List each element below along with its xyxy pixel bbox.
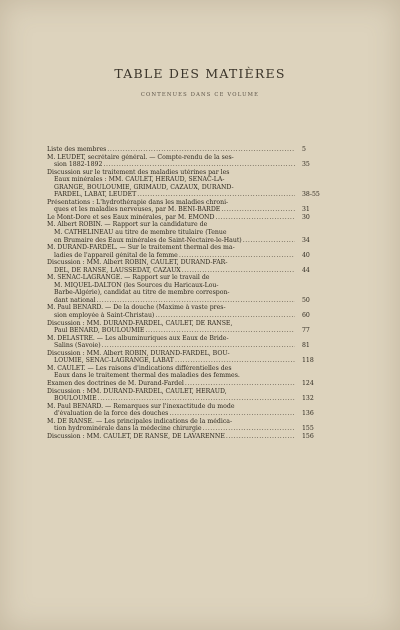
toc-page-number: 136 [302, 410, 314, 418]
toc-page-number: 118 [302, 357, 314, 365]
toc-entry-text: LOUMIÉ, SÉNAC-LAGRANGE, LABAT [54, 357, 174, 365]
toc-page-number: 60 [302, 312, 310, 320]
toc-entry [47, 198, 310, 214]
toc-entry-line [47, 244, 295, 252]
dot-leader [179, 252, 295, 260]
toc-entry-text: DEL, DE RANSE, LAUSSEDAT, CAZAUX [54, 266, 181, 274]
toc-entry-text: Liste des membres [47, 146, 107, 153]
page-subtitle: CONTENUES DANS CE VOLUME [140, 92, 260, 98]
toc-entry-line [47, 229, 295, 237]
toc-entry-text: Barbe-Algérie), candidat au titre de membre correspon- [54, 289, 230, 297]
toc-entry-line [47, 252, 295, 260]
toc-entry [47, 334, 310, 350]
dot-leader [145, 327, 295, 335]
toc-entry-line [47, 380, 295, 388]
toc-entry-line [47, 161, 295, 169]
toc-page-number: 132 [302, 395, 314, 403]
toc-page-number: 44 [302, 266, 310, 274]
toc-entry-text: M. Paul BÉNARD. — Remarques sur l'inexactitude du mode [47, 402, 235, 410]
toc-entry-line [47, 418, 295, 426]
toc-entry-line [47, 365, 295, 373]
toc-entry-line [47, 342, 295, 350]
toc-entry-text: M. SÉNAC-LAGRANGE. — Rapport sur le travail de [47, 274, 210, 282]
toc-entry-line [47, 357, 295, 365]
toc-entry-text: M. DELASTRE. — Les albuminuriques aux Eaux de Bride- [47, 334, 229, 342]
dot-leader [107, 146, 295, 154]
toc-page-number: 50 [302, 296, 310, 304]
toc-entry [47, 379, 314, 388]
dot-leader [97, 297, 295, 305]
dot-leader [226, 433, 295, 441]
toc-entry-line [47, 320, 295, 328]
toc-entry-text: dant national [54, 296, 96, 304]
toc-entry-line [47, 403, 295, 411]
toc-entry-line [47, 388, 295, 396]
toc-entry-line [47, 259, 295, 267]
dot-leader [98, 395, 295, 403]
toc-entry-text: Discussion : MM. CAULET, DE RANSE, DE LAVARENNE [47, 432, 225, 440]
toc-entry-line [47, 221, 295, 229]
toc-page-number: 155 [302, 425, 314, 433]
dot-leader [169, 410, 295, 418]
toc-entry-text: GRANGE, BOULOUMIÉ, GRIMAUD, CAZAUX, DURAND- [54, 183, 234, 191]
toc-entry [47, 168, 320, 199]
dot-leader [182, 267, 295, 275]
toc-entry [47, 153, 310, 169]
toc-entry-line [47, 146, 295, 154]
toc-entry-text: Eaux minérales : MM. CAULET, HÉRAUD, SÉNAC-LA- [54, 176, 225, 184]
dot-leader [137, 191, 295, 199]
toc-entry [47, 417, 314, 433]
toc-entry [47, 244, 310, 259]
toc-entry-text: M. MIQUEL-DALTON (les Sources du Haricaux-Lou- [54, 281, 219, 289]
toc-page-number: 34 [302, 236, 310, 244]
toc-entry-line [47, 289, 295, 297]
toc-entry [47, 259, 310, 274]
toc-page-number: 31 [302, 206, 310, 214]
toc-entry-line [47, 191, 295, 199]
dot-leader [102, 342, 295, 350]
toc-entry-text: Le Mont-Dore et ses Eaux minérales, par M. EMOND [47, 213, 215, 221]
dot-leader [175, 357, 295, 365]
toc-entry-text: M. LEUDET, secrétaire général. — Compte-rendu de la ses- [47, 153, 234, 161]
toc-entry-text: Examen des doctrines de M. Durand-Fardel [47, 379, 184, 387]
toc-entry-text: tion hydrominérale dans la médecine chirurgie [54, 425, 202, 433]
toc-entry-line [47, 169, 295, 177]
toc-page-number: 40 [302, 251, 310, 259]
toc-entry-line [47, 282, 295, 290]
toc-entry-text: Discussion : MM. DURAND-FARDEL, CAULET, HÉRAUD, [47, 387, 227, 395]
toc-entry-text: Paul BÉNARD, BOULOUMIÉ [54, 327, 145, 335]
toc-entry [47, 319, 310, 335]
toc-entry-text: M. Albert ROBIN. — Rapport sur la candidature de [47, 221, 208, 229]
toc-entry-line [47, 312, 295, 320]
toc-entry-text: Discussion : MM. DURAND-FARDEL, CAULET, DE RANSE, [47, 319, 233, 327]
toc-entry-line [47, 206, 295, 214]
toc-entry [47, 221, 310, 244]
toc-page-number: 81 [302, 342, 310, 350]
toc-entry-text: d'évaluation de la force des douches [54, 410, 169, 418]
toc-entry-line [47, 184, 295, 192]
toc-entry-text: Salins (Savoie) [54, 342, 101, 350]
toc-entry-line [47, 274, 295, 282]
toc-entry [47, 387, 314, 403]
toc-entry-line [47, 176, 295, 184]
toc-page-number: 124 [302, 379, 314, 387]
toc-entry-text: M. DURAND-FARDEL. — Sur le traitement thermal des ma- [47, 244, 235, 252]
toc-entry-line [47, 214, 295, 222]
dot-leader [103, 161, 295, 169]
toc-page-number: 38-55 [302, 191, 320, 199]
toc-entry-line [47, 425, 295, 433]
toc-entry-text: Eaux dans le traitement thermal des maladies des femmes. [54, 372, 240, 380]
toc-entry-line [47, 372, 295, 380]
toc-entry-text: Discussion sur le traitement des maladies utérines par les [47, 168, 230, 176]
toc-entry-text: sion employée à Saint-Christau) [54, 312, 155, 320]
toc-page-number: 156 [302, 432, 314, 440]
toc-entry-line [47, 199, 295, 207]
dot-leader [155, 312, 295, 320]
toc-entry-text: M. CAULET. — Les raisons d'indications différentielles des [47, 364, 232, 372]
toc-page-number: 30 [302, 213, 310, 221]
toc-entry-text: Présentations : L'hydrothérapie dans les maladies chroni- [47, 198, 229, 206]
toc-entry [47, 146, 306, 154]
toc-entry-line [47, 304, 295, 312]
toc-entry [47, 432, 314, 441]
page-title: TABLE DES MATIÈRES [114, 66, 286, 81]
toc-entry-line [47, 154, 295, 162]
toc-entry-text: Discussion : MM. Albert ROBIN, DURAND-FARDEL, BOU- [47, 349, 230, 357]
toc-entry-text: ladies de l'appareil génital de la femme [54, 251, 178, 259]
toc-page-number: 5 [302, 146, 306, 153]
toc-entry-line [47, 350, 295, 358]
dot-leader [185, 380, 295, 388]
toc-entry-line [47, 433, 295, 441]
toc-entry-text: ques et les maladies nerveuses, par M. BENI-BARDE [54, 206, 221, 214]
toc-page-number: 35 [302, 161, 310, 169]
toc-entry [47, 402, 314, 418]
toc-entry-line [47, 267, 295, 275]
toc-entry-line [47, 237, 295, 245]
toc-entry-line [47, 395, 295, 403]
table-of-contents [47, 146, 320, 440]
toc-entry [47, 365, 295, 380]
toc-page-number: 77 [302, 327, 310, 335]
toc-entry-text: en Brumaire des Eaux minérales de Saint-Nectaire-le-Haut) [54, 236, 242, 244]
dot-leader [203, 425, 295, 433]
toc-entry-text: M. Paul BÉNARD. — De la douche (Maxime à vaste pres- [47, 304, 226, 312]
toc-entry-text: Discussion : MM. Albert ROBIN, CAULET, DURAND-FAR- [47, 259, 228, 267]
dot-leader [221, 206, 295, 214]
dot-leader [215, 214, 295, 222]
toc-entry [47, 349, 314, 365]
toc-entry-text: BOULOUMIÉ [54, 395, 97, 403]
dot-leader [243, 237, 295, 245]
toc-entry-line [47, 297, 295, 305]
toc-entry [47, 304, 310, 320]
toc-entry-line [47, 410, 295, 418]
toc-entry-text: sion 1882-1892 [54, 161, 103, 169]
toc-entry-text: M. CATHELINEAU au titre de membre titulaire (Tenue [54, 229, 227, 237]
toc-entry-text: M. DE RANSE. — Les principales indications de la médica- [47, 417, 233, 425]
toc-entry-text: FARDEL, LABAT, LEUDET [54, 191, 137, 199]
toc-entry [47, 274, 310, 304]
toc-entry-line [47, 335, 295, 343]
toc-entry-line [47, 327, 295, 335]
toc-entry [47, 213, 310, 222]
